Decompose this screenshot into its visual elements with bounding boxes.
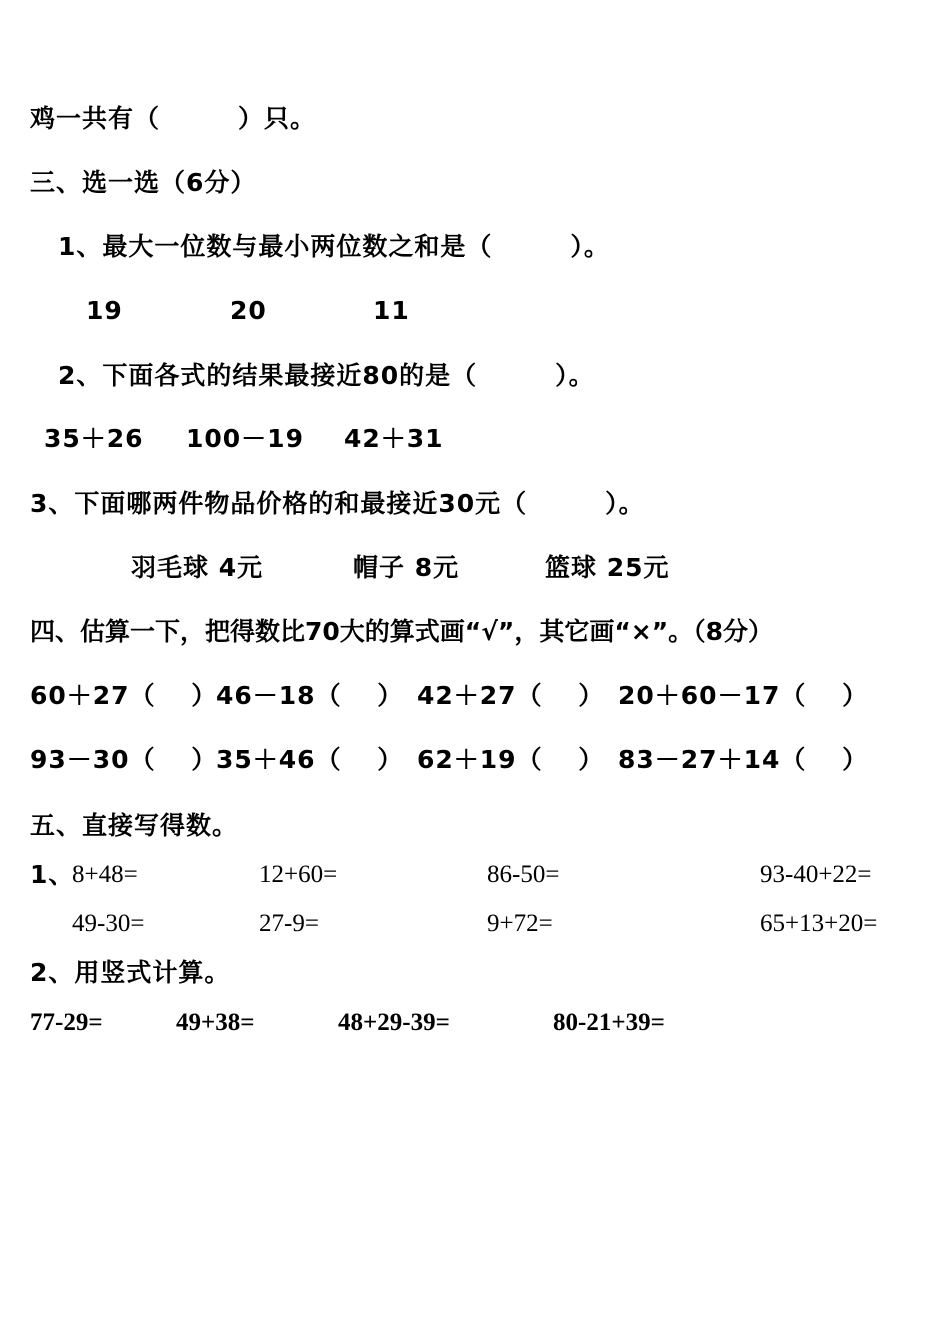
- section5-part1-prefix: 1、: [30, 860, 75, 889]
- q1-option-c: 11: [373, 296, 410, 325]
- section3-q3: 3、下面哪两件物品价格的和最接近30元（ ）。: [30, 489, 645, 518]
- mental-math-item: 49-30=: [72, 910, 145, 937]
- estimate-item: 35＋46（ ）: [216, 745, 404, 774]
- vertical-calc-item: 48+29-39=: [338, 1009, 450, 1036]
- q1-option-b: 20: [230, 296, 267, 325]
- section4-title: 四、估算一下，把得数比70大的算式画“√”，其它画“×”。（8分）: [30, 617, 774, 646]
- estimate-item: 62＋19（ ）: [417, 745, 605, 774]
- estimate-item: 42＋27（ ）: [417, 681, 605, 710]
- section3-title: 三、选一选（6分）: [30, 168, 257, 197]
- mental-math-item: 65+13+20=: [760, 910, 878, 937]
- q3-item-shuttlecock: 羽毛球 4元: [131, 553, 264, 582]
- q2-option-b: 100－19: [186, 424, 304, 453]
- estimate-item: 60＋27（ ）: [30, 681, 218, 710]
- mental-math-item: 86-50=: [487, 861, 560, 888]
- carryover-question: 鸡一共有（ ）只。: [30, 104, 317, 133]
- section5-part2-title: 2、用竖式计算。: [30, 958, 231, 987]
- mental-math-item: 93-40+22=: [760, 861, 872, 888]
- vertical-calc-item: 49+38=: [176, 1009, 255, 1036]
- q1-option-a: 19: [86, 296, 123, 325]
- section3-q2: 2、下面各式的结果最接近80的是（ ）。: [58, 361, 595, 390]
- mental-math-item: 12+60=: [259, 861, 338, 888]
- section5-title: 五、直接写得数。: [30, 811, 239, 840]
- vertical-calc-item: 77-29=: [30, 1009, 103, 1036]
- q2-option-a: 35＋26: [44, 424, 144, 453]
- estimate-item: 20＋60－17（ ）: [618, 681, 869, 710]
- section3-q1: 1、最大一位数与最小两位数之和是（ ）。: [58, 232, 610, 261]
- estimate-item: 46－18（ ）: [216, 681, 404, 710]
- estimate-item: 83－27＋14（ ）: [618, 745, 869, 774]
- mental-math-item: 27-9=: [259, 910, 319, 937]
- estimate-item: 93－30（ ）: [30, 745, 218, 774]
- q3-item-basketball: 篮球 25元: [545, 553, 670, 582]
- vertical-calc-item: 80-21+39=: [553, 1009, 665, 1036]
- mental-math-item: 8+48=: [72, 861, 138, 888]
- q2-option-c: 42＋31: [344, 424, 444, 453]
- q3-item-hat: 帽子 8元: [353, 553, 460, 582]
- mental-math-item: 9+72=: [487, 910, 553, 937]
